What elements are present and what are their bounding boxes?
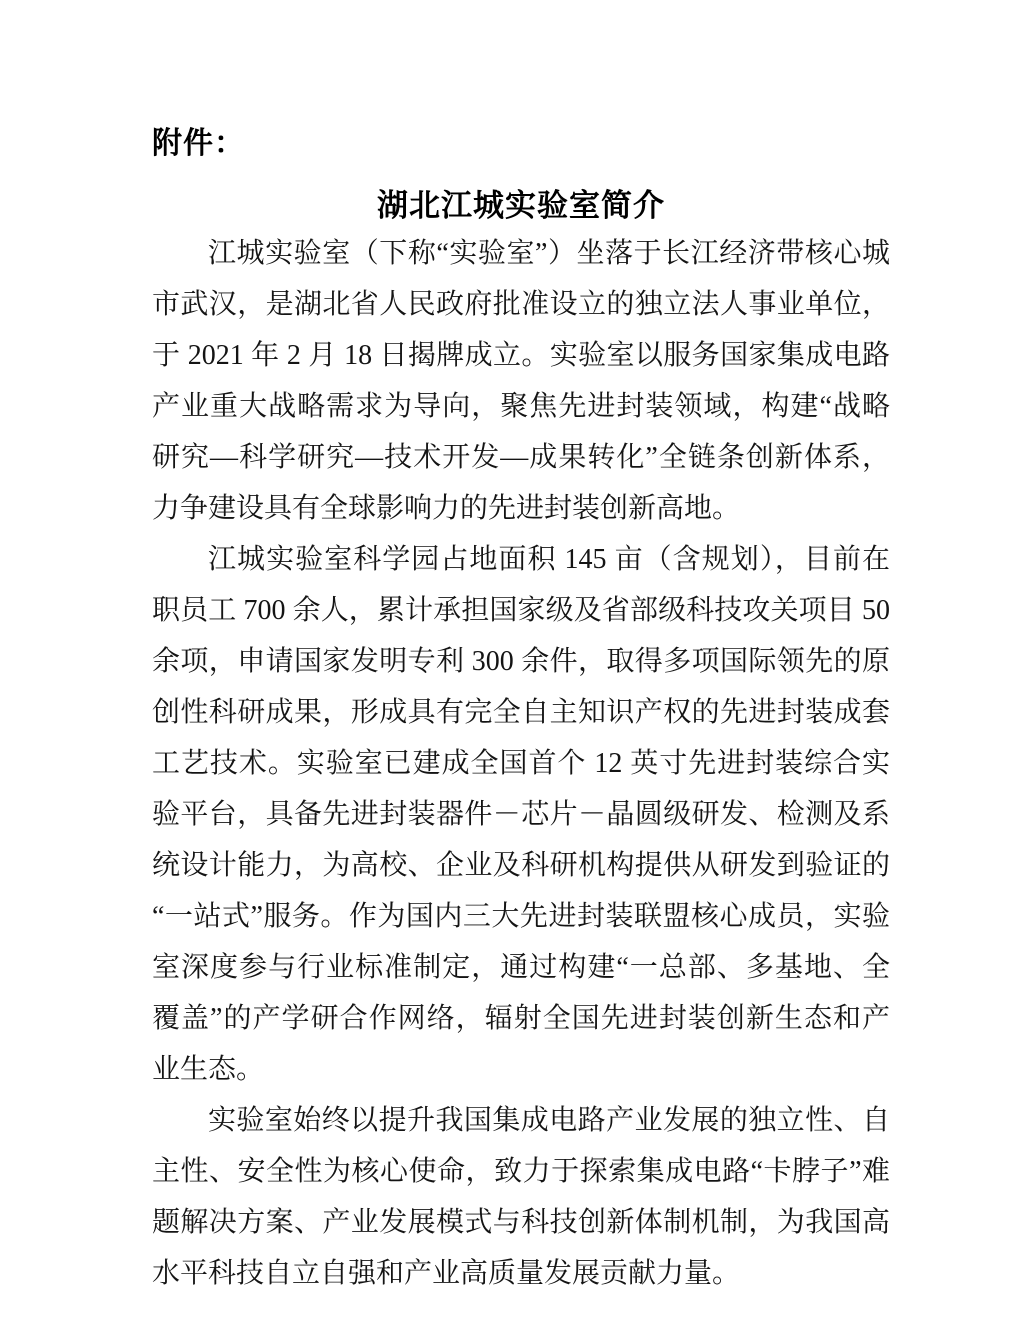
attachment-label: 附件： bbox=[152, 127, 245, 160]
paragraph-intro: 江城实验室（下称“实验室”）坐落于长江经济带核心城市武汉，是湖北省人民政府批准设立的独立法人事业单位，于 2021 年 2 月 18 日揭牌成立。实验室以服务国家集成电路产业重大战略需求为导向，聚焦先进封装领域，构建“战略研究—科学研究—技术开发—成果转化”全链条创新体系，力争建设具有全球影响力的先进封装创新高地。 bbox=[152, 238, 890, 524]
paragraph-mission: 实验室始终以提升我国集成电路产业发展的独立性、自主性、安全性为核心使命，致力于探索集成电路“卡脖子”难题解决方案、产业发展模式与科技创新体制机制，为我国高水平科技自立自强和产业高质量发展贡献力量。 bbox=[152, 1105, 890, 1289]
document-title: 湖北江城实验室简介 bbox=[377, 188, 665, 223]
paragraph-achievements: 江城实验室科学园占地面积 145 亩（含规划），目前在职员工 700 余人，累计承担国家级及省部级科技攻关项目 50 余项，申请国家发明专利 300 余件，取得多项国际领先的原创性科研成果，形成具有完全自主知识产权的先进封装成套工艺技术。实验室已建成全国首个 12 英寸先进封装综合实验平台，具备先进封装器件－芯片－晶圆级研发、检测及系统设计能力，为高校、企业及科研机构提供从研发到验证的“一站式”服务。作为国内三大先进封装联盟核心成员，实验室深度参与行业标准制定，通过构建“一总部、多基地、全覆盖”的产学研合作网络，辐射全国先进封装创新生态和产业生态。 bbox=[152, 544, 890, 1085]
document-body bbox=[152, 228, 890, 1299]
